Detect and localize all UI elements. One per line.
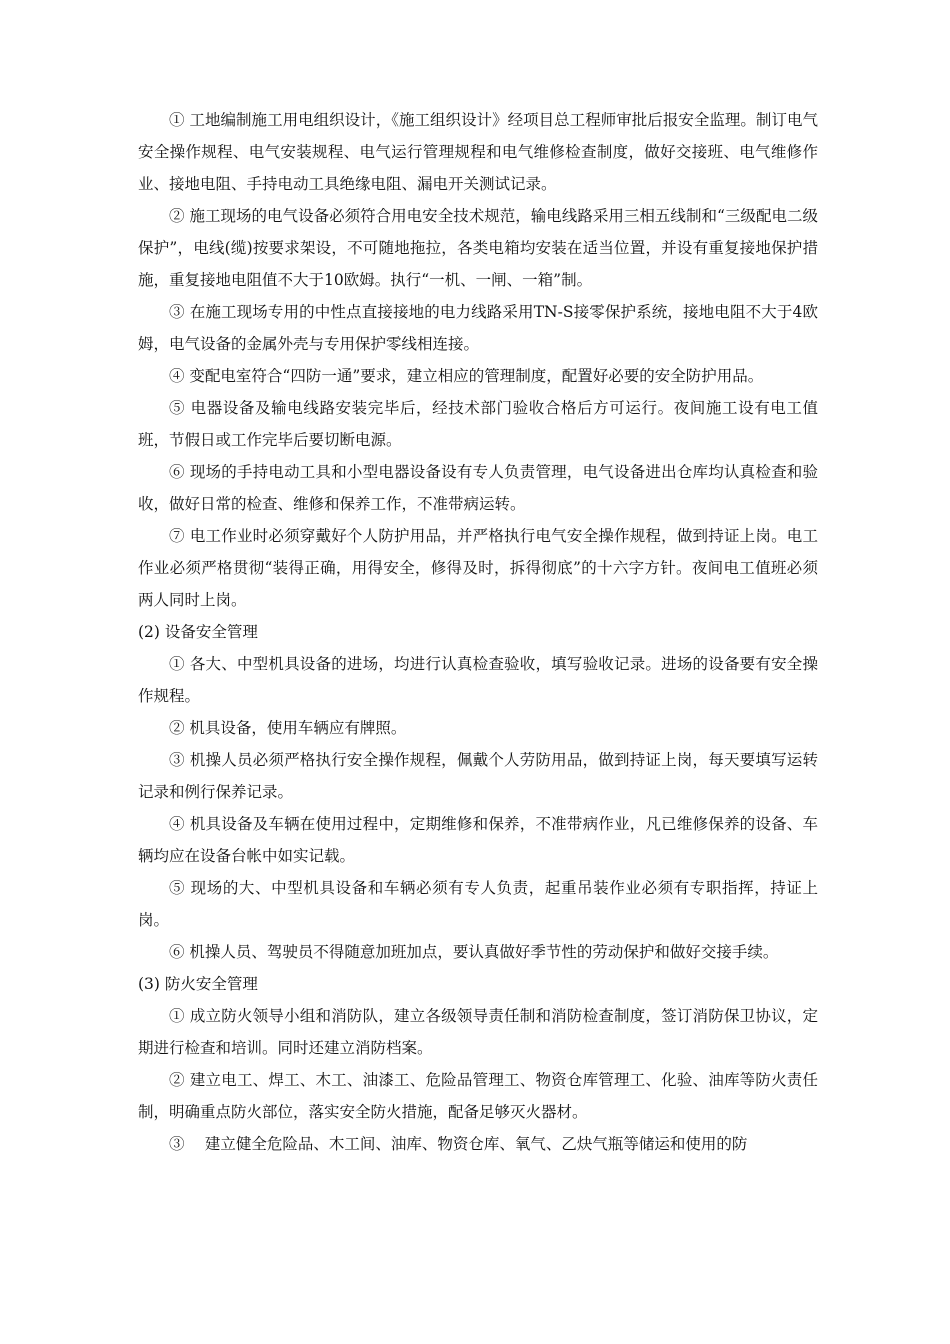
section-heading-equipment: (2) 设备安全管理 [138,623,258,641]
section-heading-fire: (3) 防火安全管理 [138,975,258,993]
paragraph-3: ③ 在施工现场专用的中性点直接接地的电力线路采用TN-S接零保护系统，接地电阻不大于4欧姆，电气设备的金属外壳与专用保护零线相连接。 [138,303,818,353]
paragraph-15: ② 建立电工、焊工、木工、油漆工、危险品管理工、物资仓库管理工、化验、油库等防火责任制，明确重点防火部位，落实安全防火措施，配备足够灭火器材。 [138,1071,818,1121]
paragraph-11: ④ 机具设备及车辆在使用过程中，定期维修和保养，不准带病作业，凡已维修保养的设备、车辆均应在设备台帐中如实记载。 [138,815,818,865]
paragraph-9: ② 机具设备，使用车辆应有牌照。 [169,719,407,737]
document-page [138,104,818,1160]
paragraph-4: ④ 变配电室符合“四防一通”要求，建立相应的管理制度，配置好必要的安全防护用品。 [169,367,764,385]
paragraph-13: ⑥ 机操人员、驾驶员不得随意加班加点，要认真做好季节性的劳动保护和做好交接手续。 [169,943,779,961]
paragraph-8: ① 各大、中型机具设备的进场，均进行认真检查验收，填写验收记录。进场的设备要有安全操作规程。 [138,655,818,705]
paragraph-7: ⑦ 电工作业时必须穿戴好个人防护用品，并严格执行电气安全操作规程，做到持证上岗。电工作业必须严格贯彻“装得正确，用得安全，修得及时，拆得彻底”的十六字方针。夜间电工值班必须两人同时上岗。 [138,527,818,609]
paragraph-14: ① 成立防火领导小组和消防队，建立各级领导责任制和消防检查制度，签订消防保卫协议，定期进行检查和培训。同时还建立消防档案。 [138,1007,818,1057]
paragraph-2: ② 施工现场的电气设备必须符合用电安全技术规范，输电线路采用三相五线制和“三级配电二级保护”，电线(缆)按要求架设，不可随地拖拉，各类电箱均安装在适当位置，并设有重复接地保护措施，重复接地电阻值不大于10欧姆。执行“一机、一闸、一箱”制。 [138,207,818,289]
paragraph-1: ① 工地编制施工用电组织设计，《施工组织设计》经项目总工程师审批后报安全监理。制订电气安全操作规程、电气安装规程、电气运行管理规程和电气维修检查制度，做好交接班、电气维修作业、接地电阻、手持电动工具绝缘电阻、漏电开关测试记录。 [138,111,818,193]
paragraph-10: ③ 机操人员必须严格执行安全操作规程，佩戴个人劳防用品，做到持证上岗，每天要填写运转记录和例行保养记录。 [138,751,818,801]
paragraph-5: ⑤ 电器设备及输电线路安装完毕后，经技术部门验收合格后方可运行。夜间施工设有电工值班，节假日或工作完毕后要切断电源。 [138,399,818,449]
paragraph-6: ⑥ 现场的手持电动工具和小型电器设备设有专人负责管理，电气设备进出仓库均认真检查和验收，做好日常的检查、维修和保养工作，不准带病运转。 [138,463,818,513]
paragraph-12: ⑤ 现场的大、中型机具设备和车辆必须有专人负责，起重吊装作业必须有专职指挥，持证上岗。 [138,879,818,929]
paragraph-16: ③ 建立健全危险品、木工间、油库、物资仓库、氧气、乙炔气瓶等储运和使用的防 [169,1135,748,1153]
